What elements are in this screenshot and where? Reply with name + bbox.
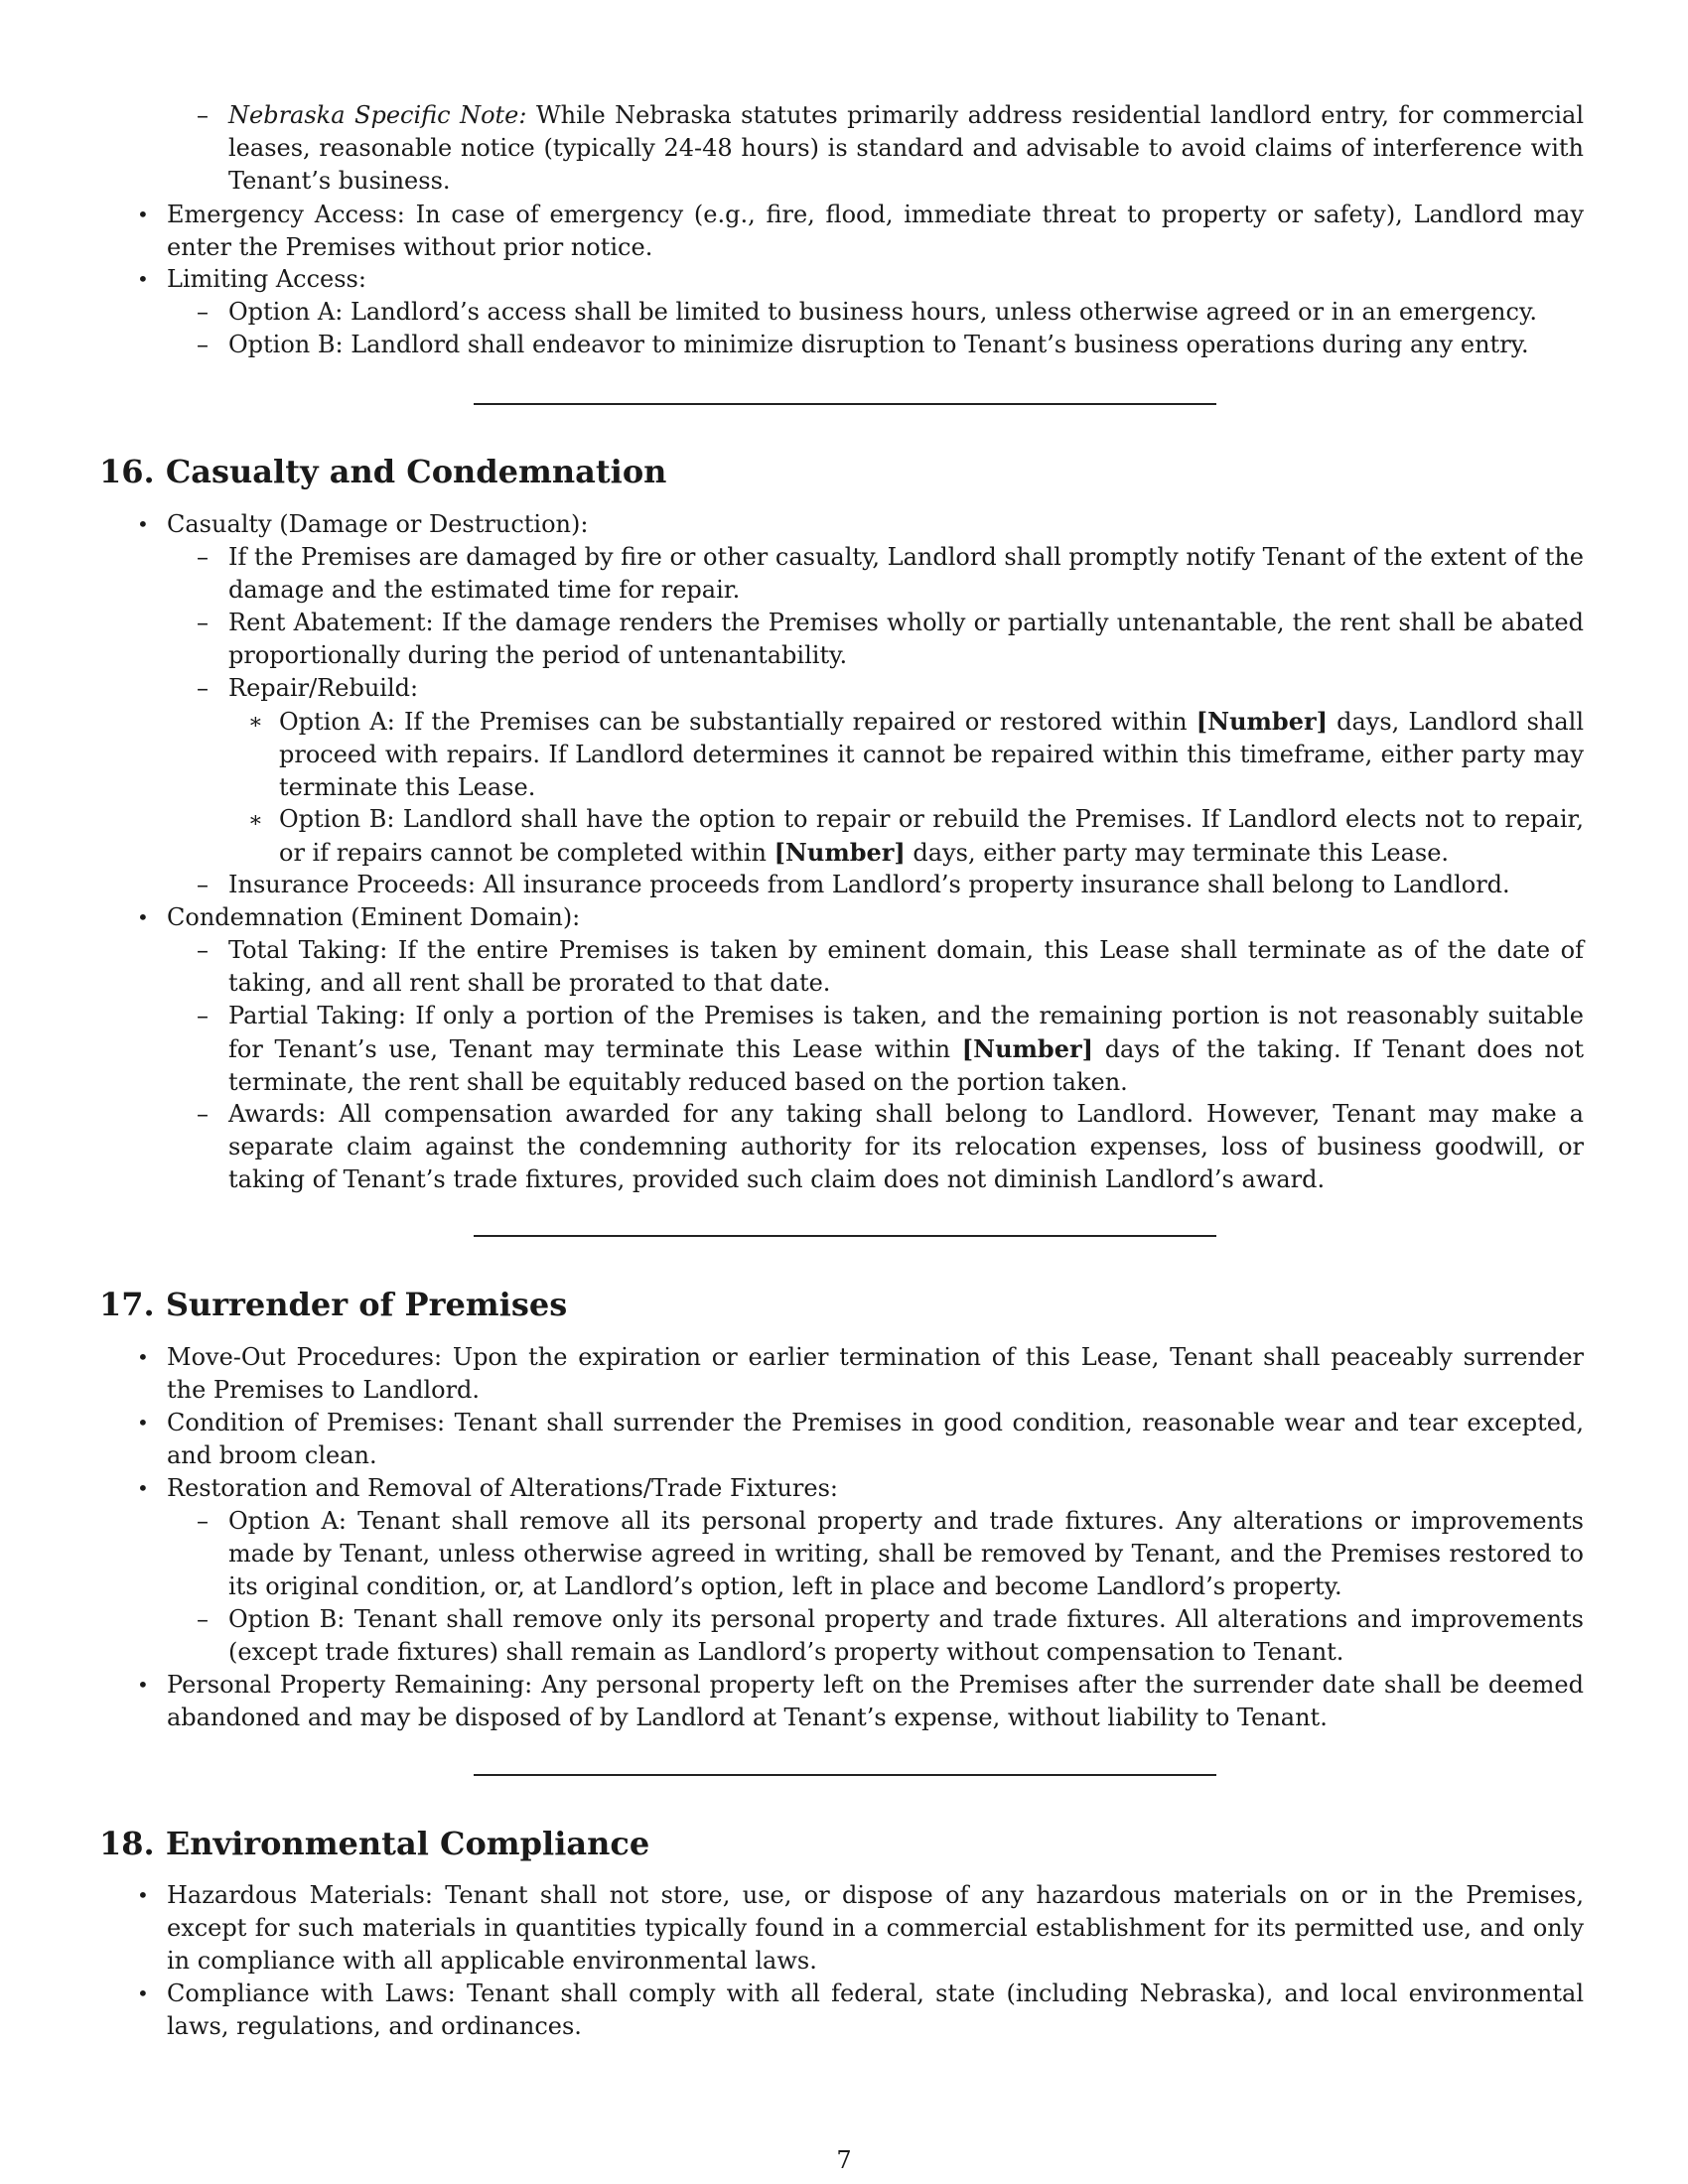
dash-marker: – (197, 871, 209, 898)
limiting-option-b: Option B: Landlord shall endeavor to minimize disruption to Tenant’s business operations during any entry. (228, 331, 1529, 358)
restoration-option-a: Option A: Tenant shall remove all its personal property and trade fixtures. Any alterations or improvements made by Tenant, unless otherwise agreed in writing, shall be removed by Tenant, and the Premises restored to its original condition, or, at Landlord’s option, left in place and become Landlord’s property. (228, 1507, 1584, 1600)
star-marker: ∗ (248, 808, 263, 833)
bullet-marker: • (137, 1345, 149, 1369)
section-divider (474, 1774, 1216, 1776)
number-placeholder: [Number] (1196, 707, 1328, 736)
dash-marker: – (197, 674, 209, 702)
bullet-marker: • (137, 1411, 149, 1434)
condemnation: Condemnation (Eminent Domain): (167, 903, 581, 931)
move-out-procedures: Move-Out Procedures: Upon the expiration or earlier termination of this Lease, Tenant shall peaceably surrender the Premises to Landlord. (167, 1343, 1584, 1404)
bullet-marker: • (137, 203, 149, 226)
awards: Awards: All compensation awarded for any taking shall belong to Landlord. However, Tenant may make a separate claim against the condemning authority for its relocation expenses, loss of business goodwill, or taking of Tenant’s trade fixtures, provided such claim does not diminish Landlord’s award. (228, 1100, 1584, 1193)
section-16-heading: 16. Casualty and Condemnation (99, 453, 667, 490)
dash-marker: – (197, 1605, 209, 1633)
section-divider (474, 403, 1216, 405)
hazardous-materials: Hazardous Materials: Tenant shall not store, use, or dispose of any hazardous materials on or in the Premises, except for such materials in quantities typically found in a commercial establishment for its permitted use, and only in compliance with all applicable environmental laws. (167, 1881, 1584, 1975)
dash-marker: – (197, 609, 209, 636)
bullet-marker: • (137, 1476, 149, 1500)
insurance-proceeds: Insurance Proceeds: All insurance proceeds from Landlord’s property insurance shall belong to Landlord. (228, 871, 1510, 898)
bullet-marker: • (137, 1673, 149, 1697)
section-17-heading: 17. Surrender of Premises (99, 1286, 568, 1323)
personal-property-remaining: Personal Property Remaining: Any personal property left on the Premises after the surrender date shall be deemed abandoned and may be disposed of by Landlord at Tenant’s expense, without liability to Tenant. (167, 1671, 1584, 1731)
restoration-removal: Restoration and Removal of Alterations/Trade Fixtures: (167, 1474, 838, 1502)
repair-rebuild: Repair/Rebuild: (228, 674, 419, 702)
partial-taking: Partial Taking: If only a portion of the Premises is taken, and the remaining portion is not reasonably suitable for Tenant’s use, Tenant may terminate this Lease within [Number] days of the taking. If Tenant does not terminate, the rent shall be equitably reduced based on the portion taken. (228, 1002, 1585, 1096)
dash-marker: – (197, 331, 209, 358)
number-placeholder: [Number] (961, 1034, 1093, 1063)
section-18-heading: 18. Environmental Compliance (99, 1825, 650, 1862)
casualty: Casualty (Damage or Destruction): (167, 510, 589, 538)
casualty-notify: If the Premises are damaged by fire or other casualty, Landlord shall promptly notify Tenant of the extent of the damage and the estimated time for repair. (228, 543, 1584, 604)
nebraska-note-label: Nebraska Specific Note: (228, 101, 527, 129)
limiting-access: Limiting Access: (167, 265, 366, 293)
restoration-option-b: Option B: Tenant shall remove only its personal property and trade fixtures. All alterations and improvements (except trade fixtures) shall remain as Landlord’s property without compensation to Tenant. (228, 1605, 1584, 1666)
nebraska-note: Nebraska Specific Note: While Nebraska statutes primarily address residential landlord entry, for commercial leases, reasonable notice (typically 24-48 hours) is standard and advisable to avoid claims of interference with Tenant’s business. (228, 101, 1584, 195)
bullet-marker: • (137, 512, 149, 536)
bullet-marker: • (137, 1981, 149, 2005)
limiting-option-a: Option A: Landlord’s access shall be limited to business hours, unless otherwise agreed or in an emergency. (228, 298, 1537, 326)
repair-option-b: Option B: Landlord shall have the option to repair or rebuild the Premises. If Landlord elects not to repair, or if repairs cannot be completed within [Number] days, either party may terminate this Lease. (279, 805, 1584, 867)
bullet-marker: • (137, 1883, 149, 1907)
section-divider (474, 1235, 1216, 1237)
dash-marker: – (197, 543, 209, 571)
page-number: 7 (836, 2146, 852, 2174)
dash-marker: – (197, 1002, 209, 1029)
total-taking: Total Taking: If the entire Premises is taken by eminent domain, this Lease shall terminate as of the date of taking, and all rent shall be prorated to that date. (228, 936, 1584, 997)
dash-marker: – (197, 101, 209, 129)
condition-of-premises: Condition of Premises: Tenant shall surrender the Premises in good condition, reasonable wear and tear excepted, and broom clean. (167, 1409, 1584, 1469)
number-placeholder: [Number] (774, 838, 906, 867)
compliance-with-laws: Compliance with Laws: Tenant shall comply with all federal, state (including Nebraska), and local environmental laws, regulations, and ordinances. (167, 1979, 1584, 2040)
rent-abatement: Rent Abatement: If the damage renders the Premises wholly or partially untenantable, the rent shall be abated proportionally during the period of untenantability. (228, 609, 1584, 669)
dash-marker: – (197, 1100, 209, 1128)
emergency-access: Emergency Access: In case of emergency (e.g., fire, flood, immediate threat to property or safety), Landlord may enter the Premises without prior notice. (167, 201, 1584, 261)
repair-option-a: Option A: If the Premises can be substantially repaired or restored within [Number] days, Landlord shall proceed with repairs. If Landlord determines it cannot be repaired within this timeframe, either party may terminate this Lease. (279, 707, 1585, 801)
star-marker: ∗ (248, 710, 263, 735)
bullet-marker: • (137, 267, 149, 291)
dash-marker: – (197, 1507, 209, 1535)
dash-marker: – (197, 298, 209, 326)
bullet-marker: • (137, 905, 149, 929)
dash-marker: – (197, 936, 209, 964)
